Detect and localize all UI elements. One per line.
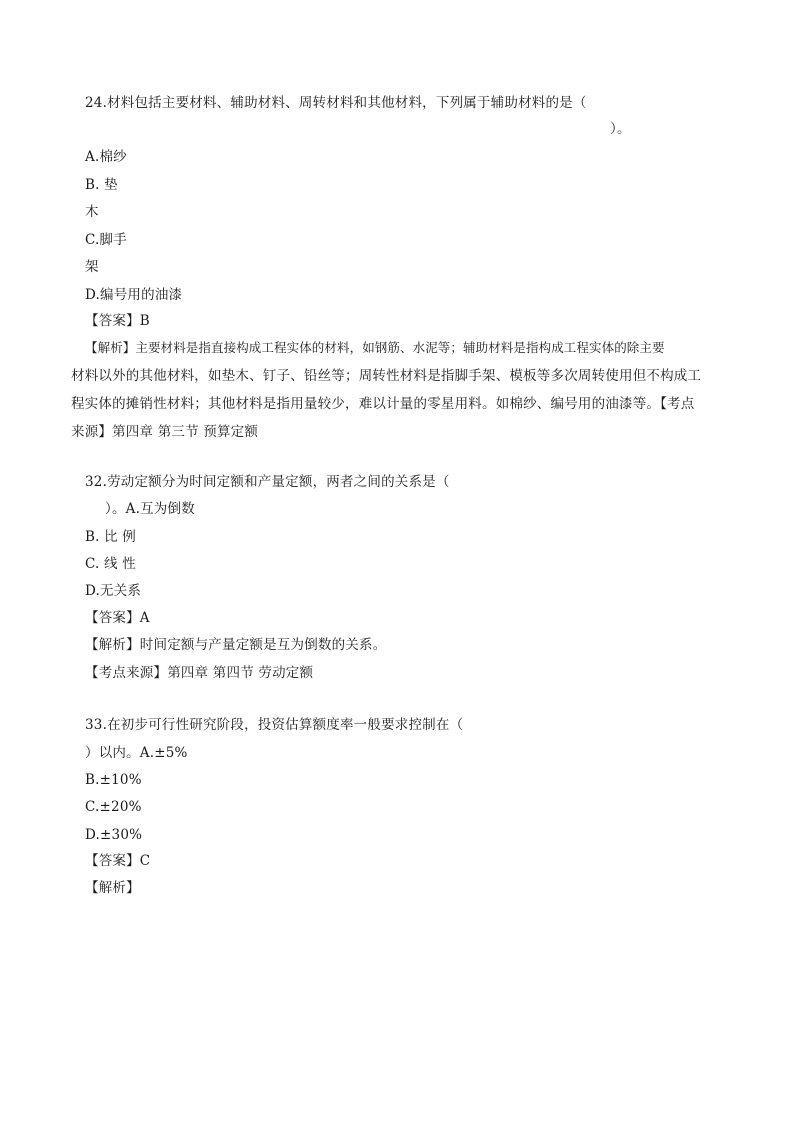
- option-b: B. 比 例: [85, 529, 136, 545]
- question-stem: 33.在初步可行性研究阶段，投资估算额度率一般要求控制在（: [85, 717, 464, 733]
- option-d: D.±30%: [85, 827, 143, 843]
- option-c-continued: 架: [85, 259, 99, 275]
- analysis-line: 材料以外的其他材料，如垫木、钉子、铅丝等；周转性材料是指脚手架、模板等多次周转使用但不构成工: [71, 368, 702, 384]
- analysis-line: 【解析】主要材料是指直接构成工程实体的材料，如钢筋、水泥等；辅助材料是指构成工程实体的除主要: [85, 340, 665, 355]
- answer: 【答案】A: [85, 610, 150, 626]
- option-b-continued: 木: [85, 204, 99, 220]
- option-c: C.±20%: [85, 799, 142, 815]
- analysis-line: 程实体的摊销性材料；其他材料是指用量较少，难以计量的零星用料。如棉纱、编号用的油漆等。【考点: [71, 396, 695, 412]
- option-b: B.±10%: [85, 772, 142, 788]
- question-stem: 24.材料包括主要材料、辅助材料、周转材料和其他材料，下列属于辅助材料的是（: [85, 95, 587, 111]
- option-d: D.编号用的油漆: [85, 287, 183, 303]
- question-stem-end: ）。: [610, 121, 631, 137]
- answer: 【答案】B: [85, 313, 150, 329]
- analysis-source: 【考点来源】第四章 第四节 劳动定额: [85, 665, 314, 681]
- question-stem-end: ）。A.互为倒数: [105, 501, 195, 517]
- answer: 【答案】C: [85, 853, 151, 869]
- question-stem-end: ）以内。A.±5%: [85, 745, 188, 761]
- analysis-source: 来源】第四章 第三节 预算定额: [71, 424, 259, 440]
- option-c: C.脚手: [85, 232, 127, 248]
- analysis: 【解析】: [85, 880, 140, 896]
- option-b: B. 垫: [85, 177, 118, 193]
- option-c: C. 线 性: [85, 556, 136, 572]
- option-a: A.棉纱: [85, 149, 127, 165]
- question-stem: 32.劳动定额分为时间定额和产量定额，两者之间的关系是（: [85, 474, 450, 490]
- analysis: 【解析】时间定额与产量定额是互为倒数的关系。: [85, 637, 387, 653]
- option-d: D.无关系: [85, 583, 142, 599]
